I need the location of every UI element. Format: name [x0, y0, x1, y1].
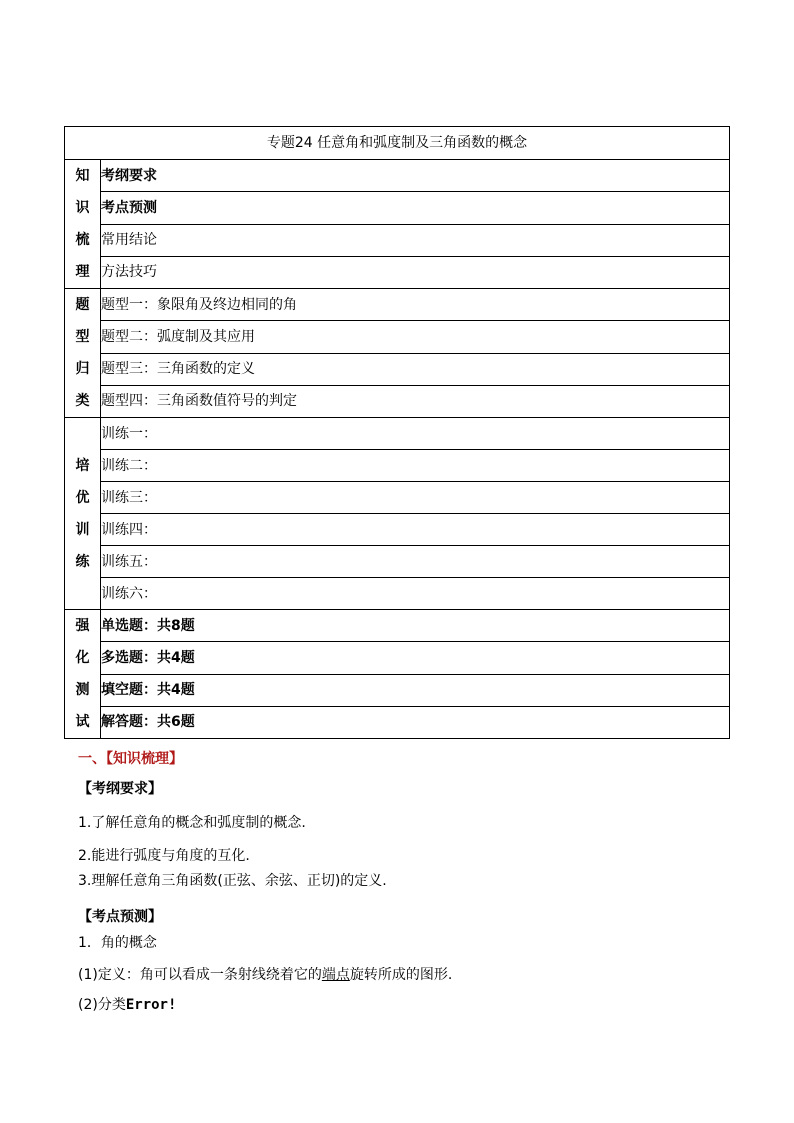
table-row — [65, 610, 730, 642]
category-char: 归 — [75, 361, 90, 377]
outline-item: 题型三：三角函数的定义 — [101, 353, 730, 385]
category-char: 测 — [75, 682, 90, 698]
section-prefix: 一、 — [78, 751, 106, 767]
syllabus-item: 2.能进行弧度与角度的互化. — [78, 848, 250, 864]
outline-item: 方法技巧 — [101, 256, 730, 288]
outline-item: 常用结论 — [101, 224, 730, 256]
outline-title-row — [65, 127, 730, 160]
concept-heading: 1．角的概念 — [78, 935, 157, 951]
outline-item: 填空题：共4题 — [101, 674, 730, 706]
table-row — [65, 353, 730, 385]
category-training — [65, 418, 101, 610]
table-row — [65, 160, 730, 192]
category-char: 优 — [75, 489, 90, 506]
table-row — [65, 418, 730, 450]
outline-item: 题型一：象限角及终边相同的角 — [101, 289, 730, 321]
classification-line — [78, 995, 176, 1015]
category-question-types — [65, 289, 101, 418]
category-char: 识 — [75, 200, 90, 216]
category-test — [65, 610, 101, 739]
table-row — [65, 578, 730, 610]
category-char: 培 — [75, 457, 90, 474]
category-char: 理 — [75, 264, 90, 280]
prediction-heading: 【考点预测】 — [78, 909, 162, 925]
category-char: 类 — [75, 393, 90, 409]
outline-item: 多选题：共4题 — [101, 642, 730, 674]
outline-item: 考纲要求 — [101, 160, 730, 192]
definition-line — [78, 965, 452, 985]
outline-item: 训练四： — [101, 514, 730, 546]
classification-error: Error! — [125, 997, 177, 1013]
outline-item: 题型二：弧度制及其应用 — [101, 321, 730, 353]
definition-suffix: 旋转所成的图形. — [349, 967, 453, 983]
definition-underline: 端点 — [321, 967, 350, 983]
section-heading-knowledge — [78, 749, 183, 769]
category-char: 训 — [75, 521, 90, 538]
table-row — [65, 546, 730, 578]
table-row — [65, 482, 730, 514]
classification-prefix: (2)分类 — [78, 997, 126, 1013]
outline-table — [64, 126, 730, 739]
outline-item: 训练五： — [101, 546, 730, 578]
table-row — [65, 450, 730, 482]
outline-item: 解答题：共6题 — [101, 706, 730, 738]
table-row — [65, 706, 730, 738]
outline-item: 考点预测 — [101, 192, 730, 224]
table-row — [65, 192, 730, 224]
section-title: 【知识梳理】 — [106, 751, 183, 767]
category-char: 试 — [75, 714, 90, 730]
category-knowledge — [65, 160, 101, 289]
definition-prefix: (1)定义：角可以看成一条射线绕着它的 — [78, 967, 322, 983]
syllabus-item: 1.了解任意角的概念和弧度制的概念. — [78, 815, 306, 831]
table-row — [65, 385, 730, 417]
outline-item: 单选题：共8题 — [101, 610, 730, 642]
table-row — [65, 289, 730, 321]
category-char: 题 — [75, 297, 90, 313]
table-row — [65, 256, 730, 288]
category-char: 化 — [75, 650, 90, 666]
table-row — [65, 224, 730, 256]
syllabus-heading: 【考纲要求】 — [78, 781, 162, 797]
outline-item: 训练三： — [101, 482, 730, 514]
table-row — [65, 642, 730, 674]
outline-item: 训练六： — [101, 578, 730, 610]
syllabus-item: 3.理解任意角三角函数(正弦、余弦、正切)的定义. — [78, 873, 387, 889]
category-char: 型 — [75, 329, 90, 345]
outline-item: 题型四：三角函数值符号的判定 — [101, 385, 730, 417]
table-row — [65, 674, 730, 706]
category-char: 知 — [75, 168, 90, 184]
category-char: 练 — [75, 553, 90, 570]
outline-title: 专题24 任意角和弧度制及三角函数的概念 — [65, 127, 730, 160]
outline-item: 训练一： — [101, 418, 730, 450]
table-row — [65, 321, 730, 353]
category-char: 梳 — [75, 232, 90, 248]
table-row — [65, 514, 730, 546]
outline-item: 训练二： — [101, 450, 730, 482]
category-char: 强 — [75, 618, 90, 634]
